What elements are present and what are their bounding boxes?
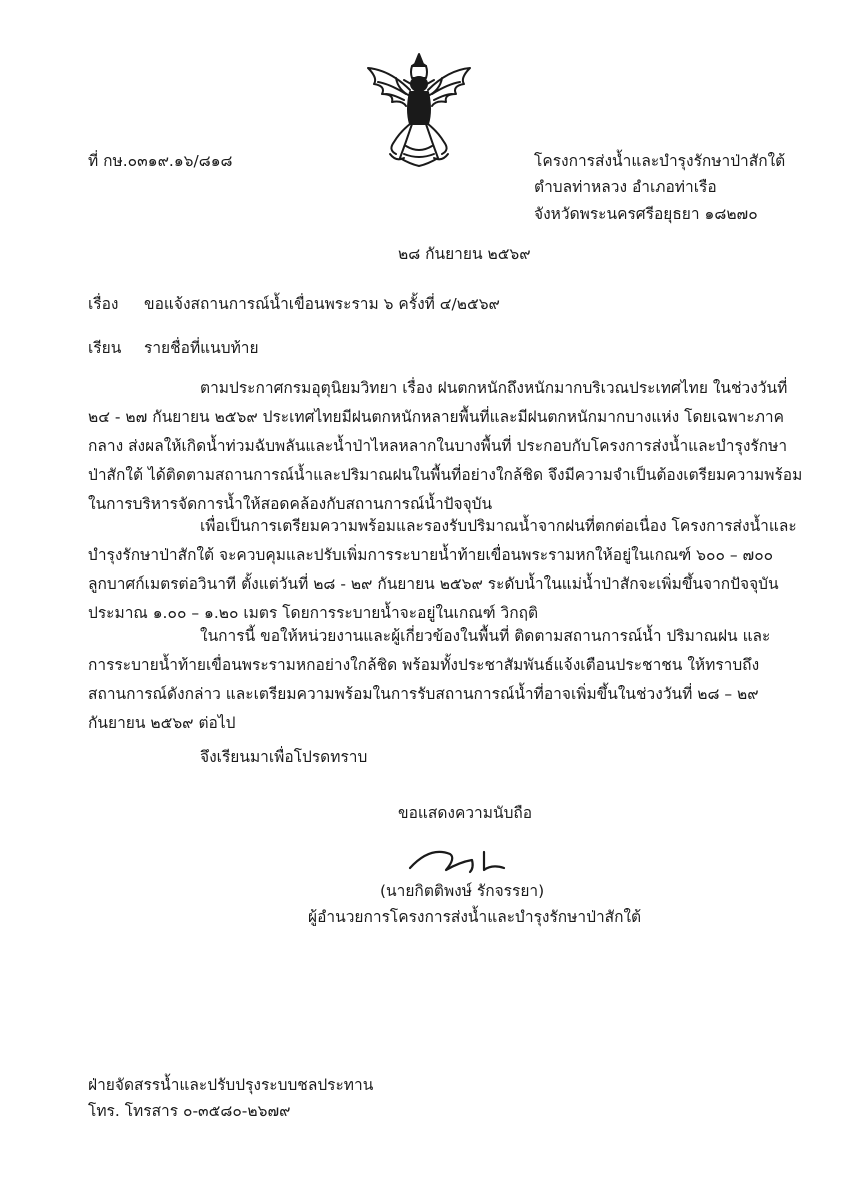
sender-org: โครงการส่งน้ำและบำรุงรักษาป่าสักใต้ — [534, 152, 786, 170]
paragraph-line: ๒๔ - ๒๗ กันยายน ๒๕๖๙ ประเทศไทยมีฝนตกหนักหลายพื้นที่และมีฝนตกหนักมากบางแห่ง โดยเฉพาะภาค — [88, 408, 784, 426]
paragraph-line: สถานการณ์ดังกล่าว และเตรียมความพร้อมในการรับสถานการณ์น้ำที่อาจเพิ่มขึ้นในช่วงวันที่ ๒๘ – ๒๙ — [88, 685, 759, 703]
recipient: รายชื่อที่แนบท้าย — [144, 339, 259, 357]
subject: ขอแจ้งสถานการณ์น้ำเขื่อนพระราม ๖ ครั้งที่ ๔/๒๕๖๙ — [144, 295, 500, 313]
body-paragraph-3 — [88, 622, 771, 738]
sender-province: จังหวัดพระนครศรีอยุธยา ๑๘๒๗๐ — [534, 205, 758, 223]
letter-date: ๒๘ กันยายน ๒๕๖๙ — [398, 245, 531, 263]
paragraph-line: ในการนี้ ขอให้หน่วยงานและผู้เกี่ยวข้องในพื้นที่ ติดตามสถานการณ์น้ำ ปริมาณฝน และ — [200, 627, 771, 645]
paragraph-line: ตามประกาศกรมอุตุนิยมวิทยา เรื่อง ฝนตกหนักถึงหนักมากบริเวณประเทศไทย ในช่วงวันที่ — [200, 379, 788, 397]
sender-subdistrict: ตำบลท่าหลวง อำเภอท่าเรือ — [534, 178, 717, 196]
signer-name: (นายกิตติพงษ์ รักจรรยา) — [380, 882, 545, 900]
paragraph-line: เพื่อเป็นการเตรียมความพร้อมและรองรับปริมาณน้ำจากฝนที่ตกต่อเนื่อง โครงการส่งน้ำและ — [200, 517, 797, 535]
paragraph-line: กลาง ส่งผลให้เกิดน้ำท่วมฉับพลันและน้ำป่าไหลหลากในบางพื้นที่ ประกอบกับโครงการส่งน้ำและบำรุงรักษา — [88, 437, 788, 455]
paragraph-line: ในการบริหารจัดการน้ำให้สอดคล้องกับสถานการณ์น้ำปัจจุบัน — [88, 495, 493, 513]
paragraph-line: กันยายน ๒๕๖๙ ต่อไป — [88, 714, 236, 732]
paragraph-line: ลูกบาศก์เมตรต่อวินาที ตั้งแต่วันที่ ๒๘ - ๒๙ กันยายน ๒๕๖๙ ระดับน้ำในแม่น้ำป่าสักจะเพิ่มขึ้นจากปัจจุบัน — [88, 575, 779, 593]
garuda-emblem-icon — [360, 50, 478, 170]
handwritten-signature — [400, 838, 520, 878]
body-paragraph-2 — [88, 512, 797, 628]
regards: ขอแสดงความนับถือ — [398, 804, 533, 822]
footer-department: ฝ่ายจัดสรรน้ำและปรับปรุงระบบชลประทาน — [88, 1076, 374, 1094]
reference-number: ที่ กษ.๐๓๑๙.๑๖/๘๑๘ — [88, 152, 233, 170]
closing-line: จึงเรียนมาเพื่อโปรดทราบ — [200, 748, 368, 766]
recipient-label: เรียน — [88, 339, 122, 357]
paragraph-line: การระบายน้ำท้ายเขื่อนพระรามหกอย่างใกล้ชิด พร้อมทั้งประชาสัมพันธ์แจ้งเตือนประชาชน ให้ทราบถึง — [88, 656, 760, 674]
subject-label: เรื่อง — [88, 295, 119, 313]
body-paragraph-1 — [88, 374, 803, 519]
paragraph-line: ประมาณ ๑.๐๐ – ๑.๒๐ เมตร โดยการระบายน้ำจะอยู่ในเกณฑ์ วิกฤติ — [88, 604, 539, 622]
signer-title: ผู้อำนวยการโครงการส่งน้ำและบำรุงรักษาป่าสักใต้ — [308, 908, 642, 926]
paragraph-line: ป่าสักใต้ ได้ติดตามสถานการณ์น้ำและปริมาณฝนในพื้นที่อย่างใกล้ชิด จึงมีความจำเป็นต้องเตรียมความพร้อม — [88, 466, 803, 484]
footer-contact: โทร. โทรสาร ๐-๓๕๘๐-๒๖๗๙ — [88, 1102, 291, 1120]
paragraph-line: บำรุงรักษาป่าสักใต้ จะควบคุมและปรับเพิ่มการระบายน้ำท้ายเขื่อนพระรามหกให้อยู่ในเกณฑ์ ๖๐๐ – ๗๐๐ — [88, 546, 774, 564]
